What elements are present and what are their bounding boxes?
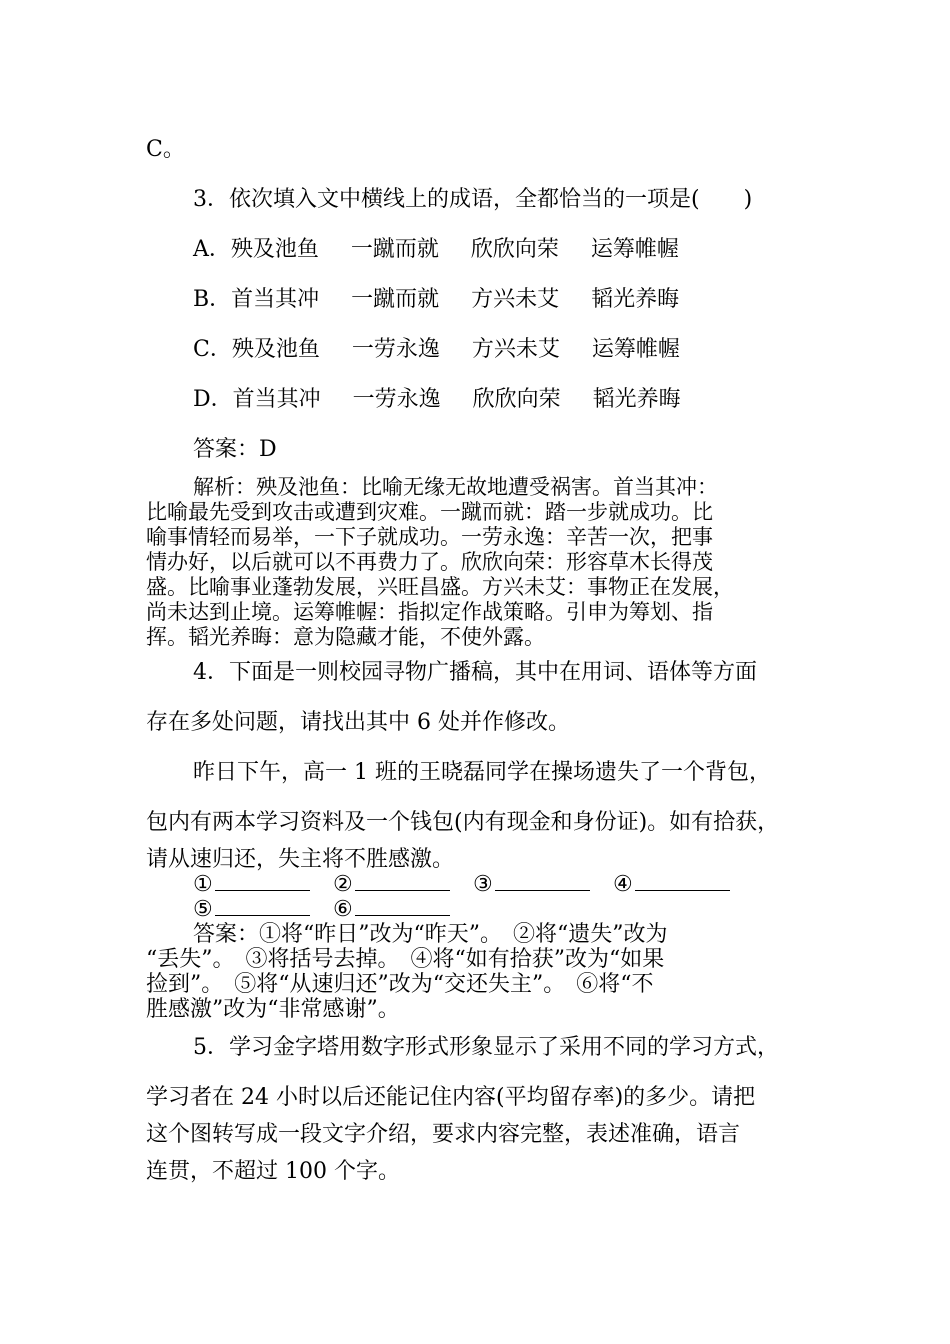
q4-answer-line: 胜感激”改为“非常感谢”。 (146, 997, 400, 1022)
q3-option-c[interactable] (193, 337, 680, 363)
option-word: 欣欣向荣 (472, 387, 561, 412)
q3-analysis-line: 比喻最先受到攻击或遭到灾难。一蹴而就：踏一步就成功。比 (146, 500, 713, 524)
answer-label: 答案： (193, 922, 260, 947)
option-word: 方兴未艾 (471, 337, 560, 362)
q4-blanks-row (193, 872, 753, 898)
option-word: 殃及池鱼 (231, 337, 320, 362)
q4-passage-line: 请从速归还，失主将不胜感激。 (146, 847, 455, 872)
option-label: D． (193, 387, 233, 412)
option-label: C． (193, 337, 232, 362)
blank-number: ① (193, 872, 213, 897)
q3-option-a[interactable] (193, 237, 679, 263)
option-word: 一劳永逸 (351, 337, 440, 362)
analysis-label: 解析： (193, 475, 256, 499)
option-label: A． (193, 237, 231, 262)
option-word: 运筹帷幄 (590, 237, 679, 262)
q3-stem: 3．依次填入文中横线上的成语，全都恰当的一项是( ) (193, 187, 753, 212)
q5-stem: 连贯，不超过 100 个字。 (146, 1159, 400, 1184)
option-word: 一蹴而就 (351, 287, 440, 312)
q4-answer-line (193, 922, 668, 948)
q3-analysis-line: 喻事情轻而易举，一下子就成功。一劳永逸：辛苦一次，把事 (146, 525, 713, 549)
option-word: 方兴未艾 (471, 287, 560, 312)
answer-blank[interactable] (495, 872, 590, 891)
q3-option-d[interactable] (193, 387, 681, 413)
q5-stem: 学习者在 24 小时以后还能记住内容(平均留存率)的多少。请把 (146, 1085, 756, 1110)
blank-number: ③ (473, 872, 493, 897)
option-label: B． (193, 287, 232, 312)
option-word: 韬光养晦 (592, 387, 681, 412)
q5-stem: 这个图转写成一段文字介绍，要求内容完整，表述准确，语言 (146, 1122, 741, 1147)
q3-analysis-line (193, 475, 718, 499)
q3-option-b[interactable] (193, 287, 679, 313)
q3-analysis-line: 尚未达到止境。运筹帷幄：指拟定作战策略。引申为筹划、指 (146, 600, 713, 624)
q3-analysis-line: 情办好，以后就可以不再费力了。欣欣向荣：形容草木长得茂 (146, 550, 713, 574)
option-word: 殃及池鱼 (230, 237, 319, 262)
blank-number: ⑤ (193, 897, 213, 922)
q3-analysis-line: 挥。韬光养晦：意为隐藏才能，不使外露。 (146, 625, 545, 649)
option-word: 首当其冲 (232, 387, 321, 412)
answer-text: ①将“昨日”改为“昨天”。 ②将“遗失”改为 (259, 922, 668, 947)
blank-number: ② (333, 872, 353, 897)
answer-blank[interactable] (215, 872, 310, 891)
answer-blank[interactable] (355, 872, 450, 891)
option-word: 运筹帷幄 (591, 337, 680, 362)
analysis-text: 殃及池鱼：比喻无缘无故地遭受祸害。首当其冲： (256, 475, 718, 499)
q4-answer-line: “丢失”。 ③将括号去掉。 ④将“如有拾获”改为“如果 (146, 947, 665, 972)
option-word: 欣欣向荣 (470, 237, 559, 262)
option-word: 韬光养晦 (591, 287, 680, 312)
q4-passage-line: 昨日下午，高一 1 班的王晓磊同学在操场遗失了一个背包， (193, 760, 771, 785)
q4-blanks-row (193, 897, 473, 923)
answer-blank[interactable] (635, 872, 730, 891)
option-word: 一劳永逸 (352, 387, 441, 412)
answer-blank[interactable] (215, 897, 310, 916)
answer-blank[interactable] (355, 897, 450, 916)
blank-number: ④ (613, 872, 633, 897)
q3-answer (193, 437, 277, 463)
q4-stem: 存在多处问题，请找出其中 6 处并作修改。 (146, 710, 570, 735)
answer-value: D (259, 437, 277, 462)
q4-stem: 4．下面是一则校园寻物广播稿，其中在用词、语体等方面 (193, 660, 757, 685)
q5-stem: 5．学习金字塔用数字形式形象显示了采用不同的学习方式， (193, 1035, 779, 1060)
prev-answer-tail: C。 (146, 137, 185, 162)
blank-number: ⑥ (333, 897, 353, 922)
option-word: 首当其冲 (231, 287, 320, 312)
option-word: 一蹴而就 (350, 237, 439, 262)
q4-passage-line: 包内有两本学习资料及一个钱包(内有现金和身份证)。如有拾获， (146, 810, 780, 835)
q4-answer-line: 捡到”。 ⑤将“从速归还”改为“交还失主”。 ⑥将“不 (146, 972, 654, 997)
q3-analysis-line: 盛。比喻事业蓬勃发展，兴旺昌盛。方兴未艾：事物正在发展， (146, 575, 734, 599)
answer-label: 答案： (193, 437, 260, 462)
